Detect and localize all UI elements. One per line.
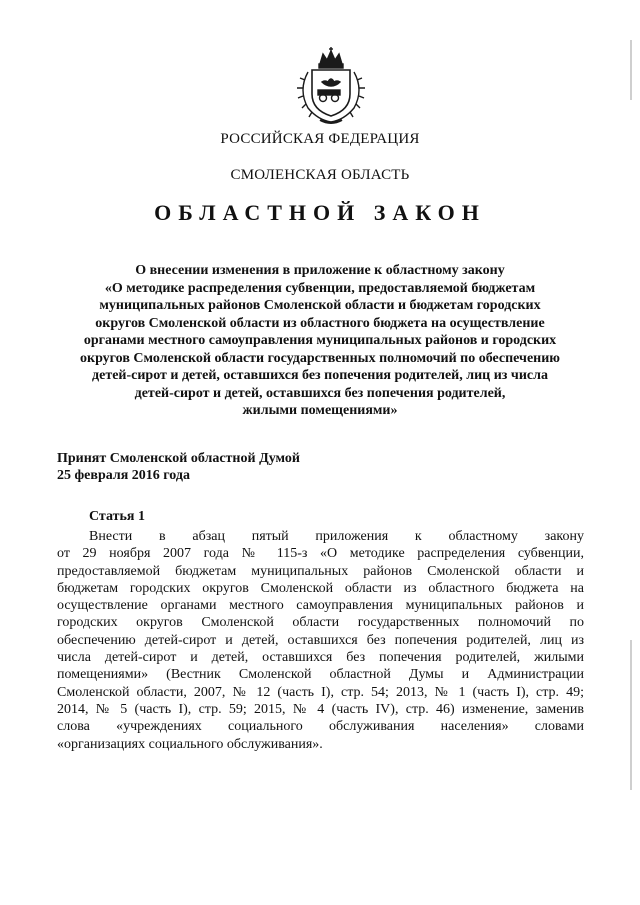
law-title-line: жилыми помещениями»: [242, 403, 398, 418]
law-title-line: детей-сирот и детей, оставшихся без попечения родителей,: [134, 385, 506, 401]
adoption-block: [57, 450, 300, 484]
article-line: обеспечению детей-сирот и детей, оставшихся без попечения родителей, лиц из: [57, 632, 584, 648]
article-line: от 29 ноября 2007 года № 115-з «О методике распределения субвенции,: [57, 546, 584, 562]
article-line: числа детей-сирот и детей, оставшихся без попечения родителей, жилыми: [57, 650, 584, 666]
article-line: бюджетам городских округов Смоленской области из областного бюджета на: [57, 580, 584, 596]
article-line: 2014, № 5 (часть I), стр. 59; 2015, № 4 (часть IV), стр. 46) изменение, заменив: [57, 701, 584, 717]
law-title-line: округов Смоленской области государственных полномочий по обеспечению: [80, 350, 560, 366]
law-title-line: органами местного самоуправления муниципальных районов и городских: [83, 333, 557, 348]
law-title-line: муниципальных районов Смоленской области и бюджетам городских: [99, 298, 541, 313]
law-title-line: округов Смоленской области из областного бюджета на осуществление: [95, 315, 545, 331]
law-title-line: «О методике распределения субвенции, предоставляемой бюджетам: [104, 280, 536, 296]
article-heading: Статья 1: [89, 509, 145, 524]
article-line: Смоленской области, 2007, № 12 (часть I), стр. 54; 2013, № 1 (часть I), стр. 49;: [57, 684, 584, 700]
scan-edge-mark: [630, 40, 632, 100]
article-line: Внести в абзац пятый приложения к областному закону: [89, 529, 584, 544]
article-line: помещениями» (Вестник Смоленской областной Думы и Администрации: [57, 667, 584, 683]
adoption-body: Принят Смоленской областной Думой: [57, 451, 300, 466]
article-line: городских округов Смоленской области государственных полномочий по: [57, 615, 584, 631]
document-type-title: ОБЛАСТНОЙ ЗАКОН: [154, 200, 486, 225]
article-body: [57, 528, 584, 753]
law-title-line: детей-сирот и детей, оставшихся без попечения родителей, лиц из числа: [92, 368, 548, 383]
article-line: слова «учреждениях социального обслуживания населения» словами: [57, 719, 584, 735]
article-line: осуществление органами местного самоуправления муниципальных районов и: [57, 598, 584, 614]
country-heading: РОССИЙСКАЯ ФЕДЕРАЦИЯ: [220, 131, 420, 147]
article-line: предоставляемой бюджетам муниципальных районов Смоленской области и: [57, 563, 584, 579]
law-title: [60, 262, 580, 420]
law-title-line: О внесении изменения в приложение к областному закону: [135, 263, 505, 278]
scan-edge-mark: [630, 640, 632, 790]
region-heading: СМОЛЕНСКАЯ ОБЛАСТЬ: [230, 167, 410, 183]
adoption-date: 25 февраля 2016 года: [57, 468, 190, 483]
coat-of-arms-icon: [290, 46, 372, 128]
article-line: «организациях социального обслуживания».: [57, 736, 323, 752]
